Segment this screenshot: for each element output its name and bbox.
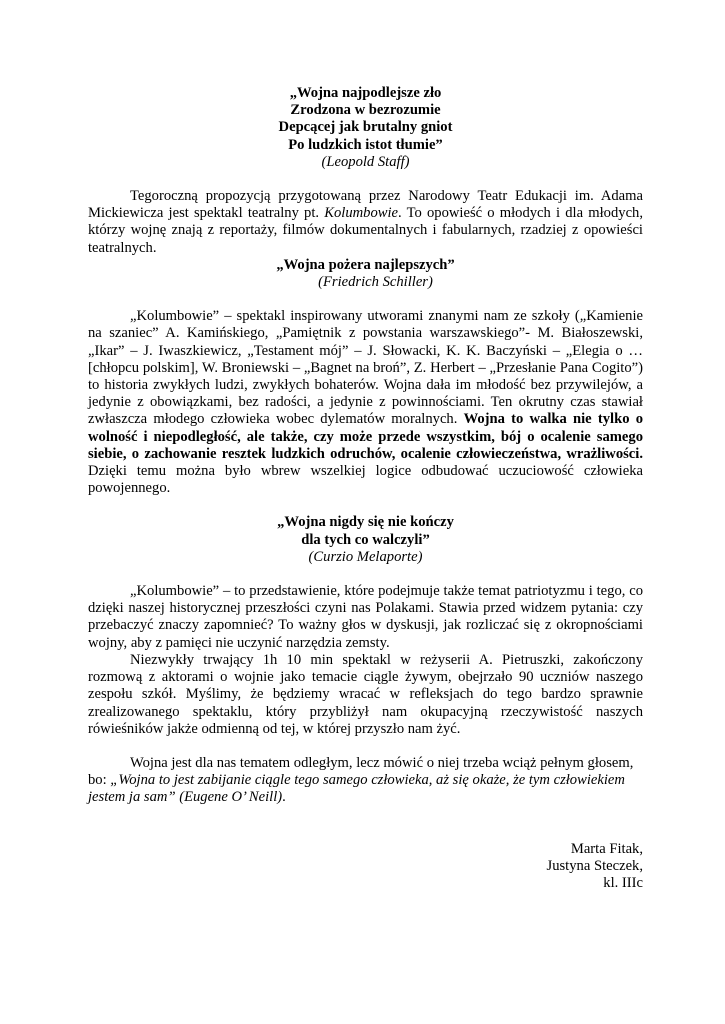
quote-line: Po ludzkich istot tłumie” (288, 136, 443, 153)
quote-line: „Wojna najpodlejsze zło (289, 85, 442, 101)
quote-line: dla tych co walczyli” (301, 531, 430, 548)
paragraph-description (88, 308, 643, 497)
paragraph-intro (88, 188, 643, 257)
text: Wojna jest dla nas tematem odległym, lecz mówić o niej trzeba wciąż pełnym głosem, bo: (88, 754, 634, 789)
quote-staff (88, 85, 643, 154)
text: Dzięki temu można było wbrew wszelkiej logice odbudować uczuciowość człowieka powojennego. (88, 463, 643, 497)
text: . To opowieść o młodych i dla młodych, którzy wojnę znają z reportaży, filmów dokumentalnych i fabularnych, rzadziej z opowieści teatralnych. (88, 205, 643, 256)
class-label: kl. IIIc (603, 874, 643, 891)
paragraph-conclusion (88, 755, 643, 807)
quote-line: „Wojna nigdy się nie kończy (277, 514, 454, 531)
quote-line: Depcącej jak brutalny gniot (278, 119, 453, 136)
quote-melaporte (88, 514, 643, 548)
quote-author: (Curzio Melaporte) (308, 548, 423, 565)
text: „Kolumbowie” – spektakl inspirowany utworami znanymi nam ze szkoły („Kamienie na szaniec” A. Kamińskiego, „Pamiętnik z powstania warszawskiego”- M. Białoszewski, „Ikar” – J. Iwaszkiewicz, „Testament mój” – J. Słowacki, K. K. Baczyński – „Elegia o …[chłopcu polskim], W. Broniewski – „Bagnet na broń”, Z. Herbert – „Przesłanie Pana Cogito”) to historia zwykłych ludzi, zwykłych bohaterów. Wojna dała im młodość bez przywilejów, a jedynie z obowiązkami, bez radości, a jedynie z powinnościami. Ten okrutny czas stawiał zwłaszcza młodego człowieka wobec dylematów moralnych. (88, 308, 643, 428)
quote-line: Zrodzona w bezrozumie (290, 102, 441, 119)
signature (88, 841, 643, 893)
quote-schiller: „Wojna pożera najlepszych” (276, 256, 455, 273)
paragraph-patriotism: „Kolumbowie” – to przedstawienie, które podejmuje także temat patriotyzmu i tego, co dzięki naszej historycznej przeszłości czyni nas Polakami. Stawia przed widzem pytania: czy przebaczyć znaczy zapomnieć? To ważny głos w dyskusji, jak rozliczać się z okropnościami wojny, aby z pamięci nie uczynić narzędzia zemsty. (88, 583, 643, 651)
oneill-quote: „Wojna to jest zabijanie ciągle tego samego człowieka, aż się okaże, że tym człowiekiem jestem ja sam” (Eugene O’ Neill) (88, 772, 625, 806)
document-page (88, 85, 643, 892)
play-title: Kolumbowie (324, 205, 399, 222)
text: Tegoroczną propozycją przygotowaną przez Narodowy Teatr Edukacji im. Adama Mickiewicza jest spektakl teatralny pt. (88, 188, 643, 222)
text: . (282, 789, 286, 806)
quote-author: (Leopold Staff) (321, 153, 410, 170)
paragraph-performance: Niezwykły trwający 1h 10 min spektakl w reżyserii A. Pietruszki, zakończony rozmową z aktorami o wojnie jako temacie ciągle żywym, obejrzało 90 uczniów naszego zespołu szkół. Myślimy, że będziemy wracać w refleksjach do tego bardzo sprawnie zrealizowanego spektaklu, który przybliżył nam okupacyjną rzeczywistość naszych rówieśników jakże odmienną od tej, w której przyszło nam żyć. (88, 651, 643, 737)
author-name: Justyna Steczek, (546, 857, 643, 874)
author-name: Marta Fitak, (570, 840, 643, 857)
quote-author: (Friedrich Schiller) (318, 274, 433, 291)
bold-text: Wojna to walka nie tylko o wolność i niepodległość, ale także, czy może przede wszystkim, bój o ocalenie samego siebie, o zachowanie resztek ludzkich odruchów, ocalenie człowieczeństwa, wrażliwości. (88, 411, 643, 462)
